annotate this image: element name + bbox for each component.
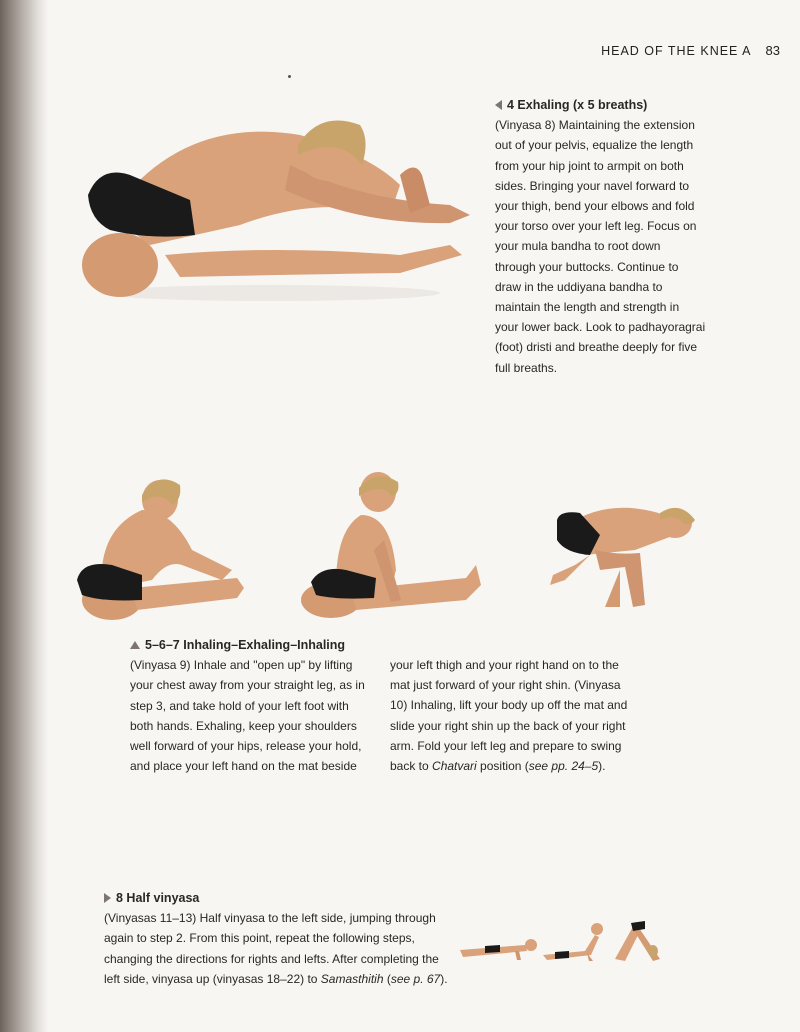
step-8-text [104, 908, 464, 989]
text-line: (Vinyasa 8) Maintaining the extension [495, 118, 695, 133]
triangle-up-icon [130, 641, 140, 649]
text-line-with-reference: left side, vinyasa up (vinyasas 18–22) to Samasthitih (see p. 67). [104, 971, 448, 986]
step-567-col2 [390, 655, 650, 776]
text-line: your mula bandha to root down [495, 239, 661, 254]
page-number: 83 [765, 43, 780, 58]
text-line: both hands. Exhaling, keep your shoulders [130, 718, 357, 733]
page-reference: see pp. 24–5 [528, 759, 599, 774]
triangle-right-icon [104, 893, 111, 903]
step-567-col1 [130, 655, 390, 776]
text-line: your chest away from your straight leg, as in [130, 678, 365, 693]
step-4-block [495, 95, 765, 378]
straight-leg [165, 245, 462, 277]
pose-name: Samasthitih [320, 971, 384, 986]
text-line: again to step 2. From this point, repeat the following steps, [104, 931, 415, 946]
text-line: (Vinyasa 9) Inhale and "open up" by lifting [130, 658, 353, 673]
text-line: draw in the uddiyana bandha to [495, 279, 663, 294]
step-4-heading [495, 95, 765, 115]
step-8-title: 8 Half vinyasa [116, 891, 200, 905]
photo-half-vinyasa-sequence [455, 915, 675, 965]
step-4-title: 4 Exhaling (x 5 breaths) [507, 98, 648, 112]
text-line: slide your right shin up the back of your right [390, 718, 626, 733]
step-567-title: 5–6–7 Inhaling–Exhaling–Inhaling [145, 638, 346, 652]
text-line: your thigh, bend your elbows and fold [495, 199, 695, 214]
bent-thigh [82, 233, 158, 297]
text-line: well forward of your hips, release your hold, [130, 739, 362, 754]
step-567-col2-block [390, 655, 650, 776]
text-line: (foot) dristi and breathe deeply for five [495, 340, 698, 355]
photo-step-7 [545, 495, 705, 615]
text-line: and place your left hand on the mat beside [130, 759, 357, 774]
photo-forward-fold [70, 105, 480, 305]
text-line: your lower back. Look to padhayoragrai [495, 320, 706, 335]
running-head [601, 43, 780, 58]
page-reference: see p. 67 [390, 971, 441, 986]
triangle-left-icon [495, 100, 502, 110]
text-line: sides. Bringing your navel forward to [495, 178, 690, 193]
text-line: through your buttocks. Continue to [495, 259, 679, 274]
text-line: mat just forward of your right shin. (Vinyasa [390, 678, 621, 693]
photo-step-5 [72, 470, 252, 620]
step-4-text [495, 115, 765, 378]
pose-name: Chatvari [432, 759, 477, 774]
text-line: (Vinyasas 11–13) Half vinyasa to the left side, jumping through [104, 911, 436, 926]
text-line: changing the directions for rights and lefts. After completing the [104, 951, 439, 966]
step-8-block [104, 888, 464, 989]
step-8-heading [104, 888, 464, 908]
step-567-heading-block [130, 635, 390, 776]
photo-step-6 [296, 470, 486, 620]
text-line: your left thigh and your right hand on to the [390, 658, 619, 672]
shadow [100, 285, 440, 301]
text-line-with-reference: back to Chatvari position (see pp. 24–5). [390, 759, 606, 774]
step-567-heading [130, 635, 390, 655]
text-line: 10) Inhaling, lift your body up off the mat and [390, 698, 628, 713]
text-line: maintain the length and strength in [495, 300, 680, 315]
text-line: from your hip joint to armpit on both [495, 158, 684, 173]
speck [288, 75, 291, 78]
text-line: step 3, and take hold of your left foot with [130, 698, 349, 713]
text-line: out of your pelvis, equalize the length [495, 138, 694, 153]
running-head-title: HEAD OF THE KNEE A [601, 44, 752, 58]
text-line: your torso over your left leg. Focus on [495, 219, 697, 234]
book-gutter-shadow [0, 0, 48, 1032]
text-line: arm. Fold your left leg and prepare to swing [390, 738, 622, 753]
text-line: full breaths. [495, 360, 558, 375]
